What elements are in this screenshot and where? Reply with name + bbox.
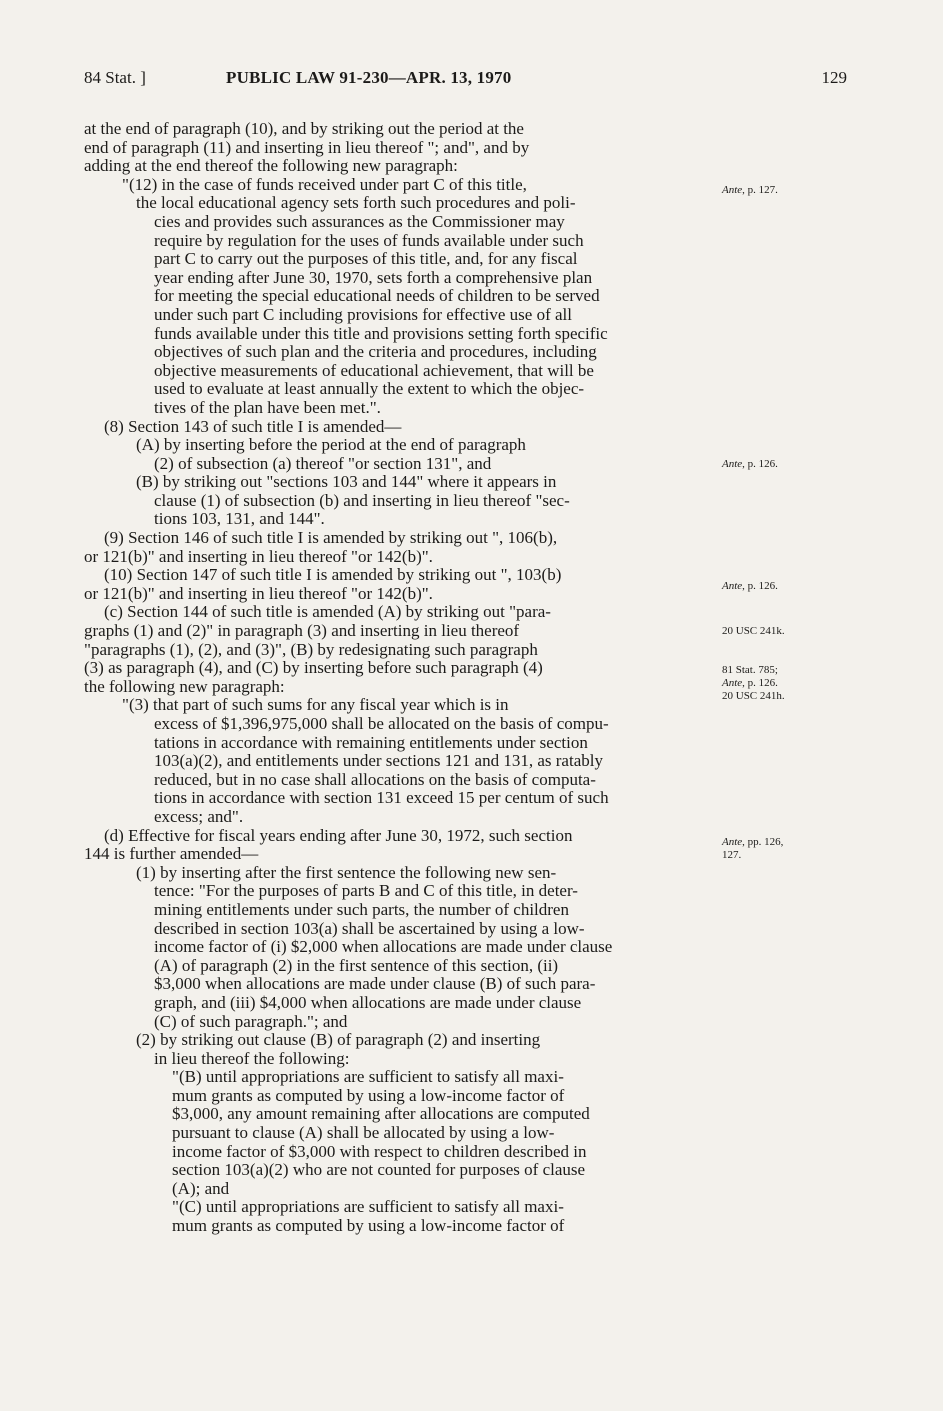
margin-note: 20 USC 241h. (722, 690, 785, 702)
text-line: (1) by inserting after the first sentence the following new sen- (136, 862, 557, 882)
text-line: or 121(b)" and inserting in lieu thereof "or 142(b)". (84, 583, 433, 603)
text-line: require by regulation for the uses of funds available under such (154, 230, 584, 250)
margin-note: Ante, pp. 126, (722, 836, 784, 848)
text-line: tions in accordance with section 131 exceed 15 per centum of such (154, 788, 609, 808)
text-line: for meeting the special educational needs of children to be served (154, 286, 600, 306)
text-line: mum grants as computed by using a low-income factor of (172, 1085, 565, 1105)
text-line: excess; and". (154, 806, 244, 826)
text-line: in lieu thereof the following: (154, 1048, 350, 1068)
text-line: part C to carry out the purposes of this title, and, for any fiscal (154, 249, 578, 269)
text-line: (d) Effective for fiscal years ending after June 30, 1972, such section (104, 825, 573, 845)
text-line: cies and provides such assurances as the Commissioner may (154, 211, 565, 231)
text-line: adding at the end thereof the following new paragraph: (84, 156, 458, 176)
text-line: graph, and (iii) $4,000 when allocations are made under clause (154, 992, 582, 1012)
margin-note: Ante, p. 126. (722, 677, 778, 689)
text-line: at the end of paragraph (10), and by striking out the period at the (84, 119, 524, 138)
margin-note: Ante, p. 127. (722, 184, 778, 196)
text-line: (A); and (172, 1178, 230, 1198)
text-line: (A) by inserting before the period at the end of paragraph (136, 435, 526, 455)
margin-note: 20 USC 241k. (722, 625, 785, 637)
header-statute-ref: 84 Stat. ] (84, 68, 146, 87)
text-line: (9) Section 146 of such title I is amended by striking out ", 106(b), (104, 528, 558, 548)
margin-note: Ante, p. 126. (722, 458, 778, 470)
text-line: the local educational agency sets forth such procedures and poli- (136, 193, 576, 213)
text-line: $3,000, any amount remaining after allocations are computed (172, 1104, 590, 1124)
text-line: income factor of $3,000 with respect to children described in (172, 1141, 587, 1161)
text-line: excess of $1,396,975,000 shall be allocated on the basis of compu- (154, 714, 609, 733)
text-line: or 121(b)" and inserting in lieu thereof "or 142(b)". (84, 546, 433, 566)
text-line: tives of the plan have been met.". (154, 397, 381, 417)
margin-note: 81 Stat. 785; (722, 664, 778, 676)
text-line: (2) of subsection (a) thereof "or section 131", and (154, 453, 492, 473)
text-line: "(3) that part of such sums for any fiscal year which is in (122, 695, 509, 715)
text-line: 103(a)(2), and entitlements under sections 121 and 131, as ratably (154, 751, 603, 771)
text-line: "(B) until appropriations are sufficient to satisfy all maxi- (172, 1067, 564, 1087)
text-line: (2) by striking out clause (B) of paragraph (2) and inserting (136, 1030, 541, 1050)
text-line: year ending after June 30, 1970, sets forth a comprehensive plan (154, 267, 593, 287)
header-title: PUBLIC LAW 91-230—APR. 13, 1970 (226, 68, 512, 87)
text-line: "paragraphs (1), (2), and (3)", (B) by redesignating such paragraph (84, 639, 538, 659)
text-line: tence: "For the purposes of parts B and C of this title, in deter- (154, 881, 578, 901)
text-line: (C) of such paragraph."; and (154, 1011, 348, 1031)
text-line: graphs (1) and (2)" in paragraph (3) and inserting in lieu thereof (84, 621, 520, 641)
text-line: mining entitlements under such parts, the number of children (154, 899, 569, 919)
text-line: under such part C including provisions for effective use of all (154, 304, 572, 324)
text-line: "(C) until appropriations are sufficient to satisfy all maxi- (172, 1197, 564, 1217)
text-line: 144 is further amended— (84, 844, 259, 864)
text-line: section 103(a)(2) who are not counted for purposes of clause (172, 1160, 586, 1180)
text-line: "(12) in the case of funds received under part C of this title, (122, 174, 527, 194)
text-line: pursuant to clause (A) shall be allocated by using a low- (172, 1123, 555, 1143)
text-line: (B) by striking out "sections 103 and 144" where it appears in (136, 472, 557, 492)
body-text (84, 120, 722, 1236)
text-line: objectives of such plan and the criteria and procedures, including (154, 342, 597, 362)
text-line: tations in accordance with remaining entitlements under section (154, 732, 588, 752)
text-line: (c) Section 144 of such title is amended (A) by striking out "para- (104, 602, 551, 622)
text-line: (A) of paragraph (2) in the first sentence of this section, (ii) (154, 955, 559, 975)
text-line: income factor of (i) $2,000 when allocations are made under clause (154, 937, 613, 957)
page-number: 129 (821, 68, 847, 87)
text-line: $3,000 when allocations are made under clause (B) of such para- (154, 974, 596, 994)
text-line: reduced, but in no case shall allocations on the basis of computa- (154, 769, 596, 789)
text-line: (8) Section 143 of such title I is amended— (104, 416, 402, 436)
text-line: end of paragraph (11) and inserting in lieu thereof "; and", and by (84, 137, 530, 157)
text-line: the following new paragraph: (84, 676, 285, 696)
margin-note: 127. (722, 849, 742, 861)
text-line: funds available under this title and provisions setting forth specific (154, 323, 608, 343)
text-line: described in section 103(a) shall be ascertained by using a low- (154, 918, 585, 938)
text-line: mum grants as computed by using a low-income factor of (172, 1216, 565, 1236)
text-line: clause (1) of subsection (b) and inserting in lieu thereof "sec- (154, 490, 570, 510)
text-line: objective measurements of educational achievement, that will be (154, 360, 594, 380)
text-line: tions 103, 131, and 144". (154, 509, 325, 529)
margin-note: Ante, p. 126. (722, 580, 778, 592)
text-line: (3) as paragraph (4), and (C) by inserting before such paragraph (4) (84, 658, 543, 678)
text-line: (10) Section 147 of such title I is amended by striking out ", 103(b) (104, 565, 562, 585)
text-line: used to evaluate at least annually the extent to which the objec- (154, 379, 585, 399)
